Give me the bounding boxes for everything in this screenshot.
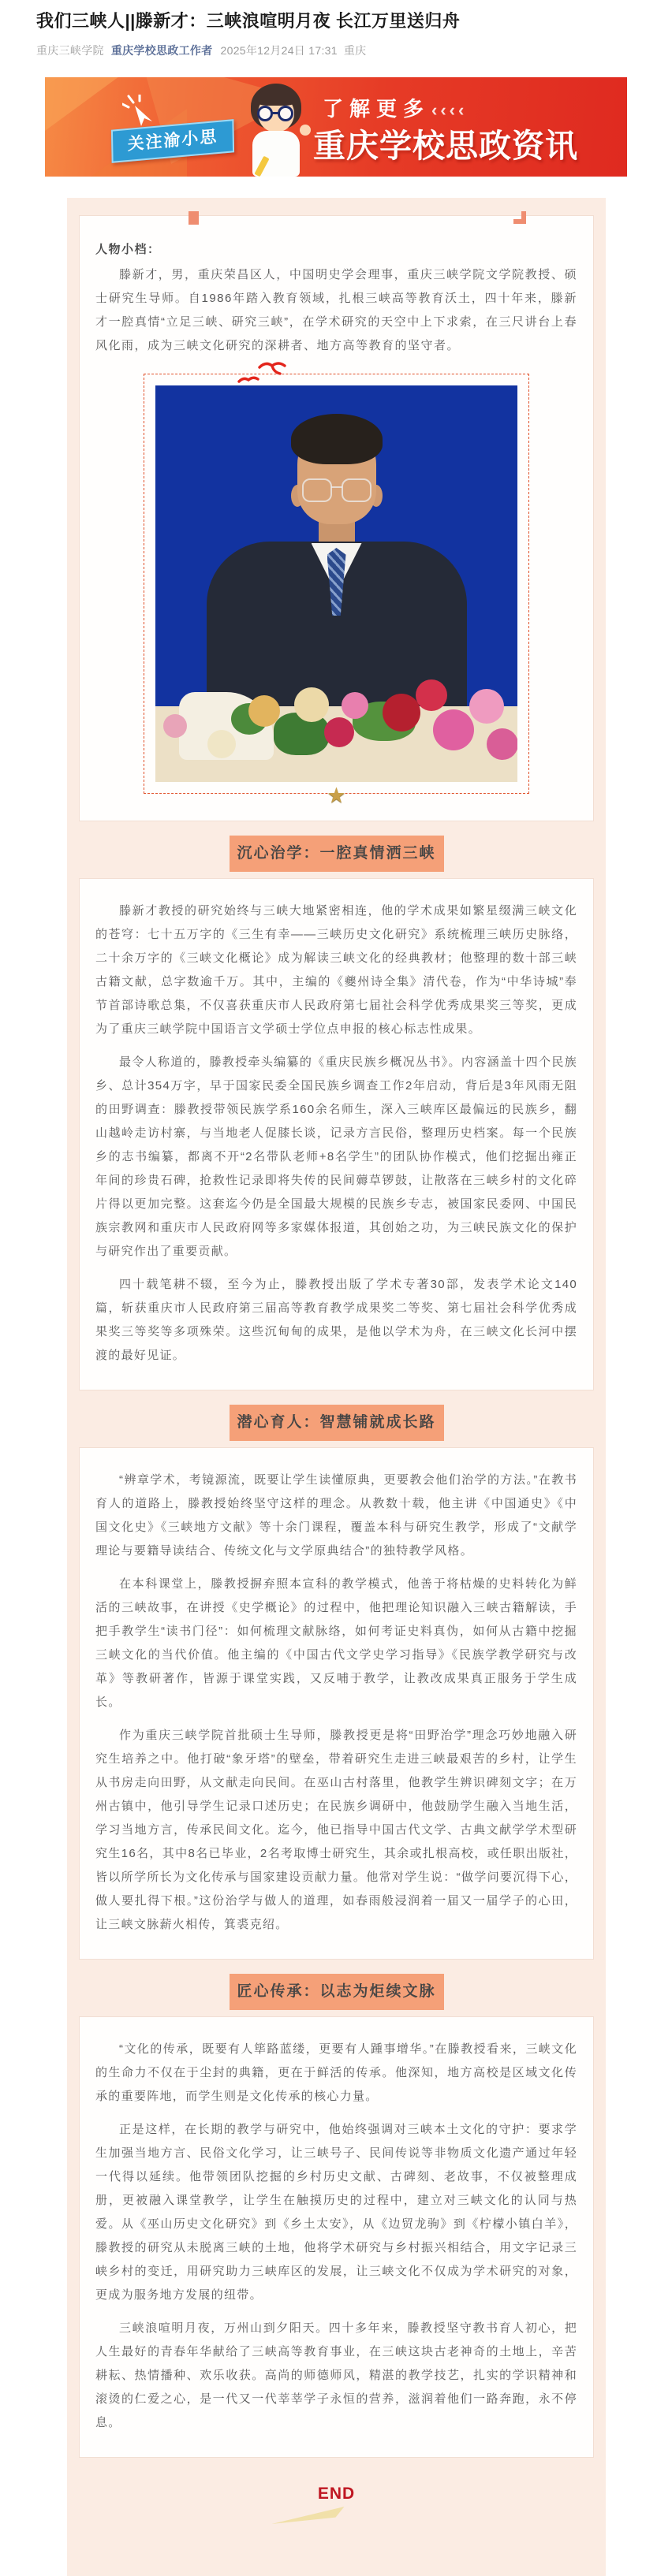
- publish-datetime: 2025年12月24日 17:31: [220, 44, 338, 57]
- mascot-glasses: [257, 106, 273, 121]
- account-name-link[interactable]: 重庆学校思政工作者: [110, 44, 213, 57]
- follow-ribbon[interactable]: 关注渝小思: [111, 119, 234, 163]
- section-header-2: 潜心育人：智慧铺就成长路: [230, 1405, 444, 1441]
- section-1-paragraph: 滕新才教授的研究始终与三峡大地紧密相连，他的学术成果如繁星缀满三峡文化的苍穹：七十五万字的《三生有幸——三峡历史文化研究》系统梳理三峡历史脉络，二十余万字的《三峡文化概论》成为解读三峡文化的经典教材；他整理的数十部三峡古籍文献，总字数逾千万。其中，主编的《夔州诗全集》清代卷，作为“中华诗城”奉节首部诗歌总集，不仅喜获重庆市人民政府第七届社会科学优秀成果奖三等奖，更成为了重庆三峡学院中国语言文学硕士学位点申报的核心标志性成果。: [95, 904, 577, 1036]
- bouquet-flower: [469, 689, 504, 724]
- corner-accent-left: [189, 211, 199, 225]
- mascot-glasses-bridge: [272, 112, 280, 114]
- banner-image[interactable]: [45, 77, 627, 177]
- bouquet-flower: [433, 709, 474, 750]
- portrait-glasses-bridge: [331, 486, 342, 488]
- section-2-paragraph: 作为重庆三峡学院首批硕士生导师，滕教授更是将“田野治学”理念巧妙地融入研究生培养之中。他打破“象牙塔”的壁垒，带着研究生走进三峡最艰苦的乡村，让学生从书房走向田野，从文献走向民间。在巫山古村落里，他教学生辨识碑刻文字；在万州古镇中，他引导学生记录口述历史；在民族乡调研中，他鼓励学生融入当地生活，学习当地方言，传承民间文化。迄今，他已指导中国古代文学、古典文献学学术型研究生16名，其中8名已毕业，2名考取博士研究生，其余或扎根高校，或任职出版社，皆以所学所长为文化传承与国家建设贡献力量。他常对学生说：“做学问要沉得下心，做人要扎得下根。”这份治学与做人的道理，如春雨般浸润着一届又一届学子的心田，让三峡文脉薪火相传，箕裘克绍。: [95, 1729, 577, 1931]
- section-3-paragraph: 三峡浪喧明月夜，万州山到夕阳天。四十多年来，滕教授坚守教书育人初心，把人生最好的青春年华献给了三峡高等教育事业，在三峡这块古老神奇的土地上，辛苦耕耘、热情播种、欢乐收获。高尚的师德师风，精湛的教学技艺，扎实的学识精神和滚烫的仁爱之心，是一代又一代莘莘学子永恒的营养，滋润着他们一路奔跑，永不停息。: [95, 2321, 577, 2429]
- portrait-photo: [155, 385, 517, 782]
- click-cursor-icon: [122, 95, 155, 131]
- bouquet-flower: [416, 679, 447, 711]
- end-label: END: [317, 2485, 356, 2503]
- section-2-paragraph: 在本科课堂上，滕教授摒弃照本宣科的教学模式，他善于将枯燥的史料转化为鲜活的三峡故事，在讲授《史学概论》的过程中，他把理论知识融入三峡古籍解读，手把手教学生“读书门径”：如何梳理文献脉络，如何考证史料真伪，如何从古籍中挖掘三峡文化的当代价值。他主编的《中国古代文学史学习指导》《民族学教学研究与改革》等教研著作，皆源于课堂实践，又反哺于教学，让教改成果真正服务于学生成长。: [95, 1577, 577, 1709]
- section-header-1: 沉心治学：一腔真情洒三峡: [230, 836, 444, 872]
- mascot-avatar: [237, 84, 315, 177]
- profile-card: [79, 215, 594, 821]
- section-body-2: [79, 1447, 594, 1960]
- bouquet-flower: [487, 728, 517, 760]
- corner-accent-right: [513, 211, 526, 224]
- bouquet-flower: [324, 717, 354, 747]
- section-body-3: [79, 2016, 594, 2458]
- profile-text: 滕新才，男，重庆荣昌区人，中国明史学会理事，重庆三峡学院文学院教授、硕士研究生导师。自1986年踏入教育领域，扎根三峡高等教育沃土，四十年来，滕新才一腔真情“立足三峡、研究三峡”，在学术研究的天空中上下求索，在三尺讲台上春风化雨，成为三峡文化研究的深耕者、地方高等教育的坚守者。: [95, 268, 577, 352]
- end-marker: [79, 2485, 594, 2540]
- banner-subtitle: 重庆学校思政资讯: [313, 128, 578, 164]
- section-header-3: 匠心传承：以志为炬续文脉: [230, 1974, 444, 2010]
- portrait-hair: [291, 414, 383, 464]
- bouquet-flower: [248, 695, 280, 727]
- section-1-paragraph: 最令人称道的，滕教授牵头编纂的《重庆民族乡概况丛书》。内容涵盖十四个民族乡、总计354万字，早于国家民委全国民族乡调查工作2年启动，背后是3年风雨无阻的田野调查：滕教授带领民族学系160余名师生，深入三峡库区最偏远的民族乡，翻山越岭走访村寨，与当地老人促膝长谈，记录方言民俗，整理历史档案。每一个民族乡的志书编纂，都离不开“2名带队老师+8名学生”的团队协作模式，他们挖掘出雍正年间的珍贵石碑，抢救性记录即将失传的民间薅草锣鼓，让散落在三峡乡村的文化碎片得以更加完整。这套迄今仍是全国最大规模的民族乡专志，被国家民委网、中国民族宗教网和重庆市人民政府网等多家媒体报道，其创始之功，为三峡民族文化的保护与研究作出了重要贡献。: [95, 1055, 577, 1258]
- section-1-paragraph: 四十载笔耕不辍，至今为止，滕教授出版了学术专著30部，发表学术论文140篇，斩获重庆市人民政府第三届高等教育教学成果奖二等奖、第七届社会科学优秀成果奖三等奖等多项殊荣。这些沉甸甸的成果，是他以学术为舟，在三峡文化长河中摆渡的最好见证。: [95, 1278, 577, 1362]
- banner-more-label: [323, 93, 467, 122]
- section-body-1: [79, 878, 594, 1390]
- source-name-link[interactable]: 重庆三峡学院: [36, 44, 104, 57]
- bouquet-flower: [342, 692, 368, 719]
- page-title: 我们三峡人||滕新才：三峡浪喧明月夜 长江万里送归舟: [36, 11, 461, 31]
- end-swoosh: [272, 2507, 345, 2524]
- portrait-glasses: [302, 478, 332, 502]
- more-marks: ‹‹‹‹: [431, 100, 468, 120]
- photo-frame: [144, 374, 529, 794]
- section-2-paragraph: “辨章学术，考镜源流，既要让学生读懂原典，更要教会他们治学的方法。”在教书育人的道路上，滕教授始终坚守这样的理念。从教数十载，他主讲《中国通史》《中国文化史》《三峡地方文献》等十余门课程，覆盖本科与研究生教学，形成了“文献学理论与要籍导读结合、传统文化与文学原典结合”的独特教学风格。: [95, 1473, 577, 1558]
- section-3-paragraph: 正是这样，在长期的教学与研究中，他始终强调对三峡本土文化的守护：要求学生加强当地方言、民俗文化学习，让三峡号子、民间传说等非物质文化遗产通过年轻一代得以延续。他带领团队挖掘的乡村历史文献、古碑刻、老故事，不仅被整理成册，更被融入课堂教学，让学生在触摸历史的过程中，建立对三峡文化的认同与热爱。从《巫山历史文化研究》到《乡土太安》，从《边贸龙驹》到《柠檬小镇白羊》，滕教授的研究从未脱离三峡的土地，他将学术研究与乡村振兴相结合，用文字记录三峡乡村的变迁，用研究助力三峡库区的发展，让三峡文化不仅成为学术研究的对象，更成为服务地方发展的纽带。: [95, 2123, 577, 2302]
- article-meta: [36, 43, 636, 58]
- more-text: 了解更多: [323, 97, 431, 121]
- star-decoration-icon: [327, 785, 345, 806]
- publish-location: 重庆: [343, 44, 367, 57]
- bouquet-flower: [294, 687, 329, 722]
- bouquet-flower: [163, 714, 187, 738]
- section-3-paragraph: “文化的传承，既要有人筚路蓝缕，更要有人踵事增华。”在滕教授看来，三峡文化的生命力不仅在于尘封的典籍，更在于鲜活的传承。他深知，地方高校是区域文化传承的重要阵地，而学生则是文化传承的核心力量。: [95, 2042, 577, 2103]
- bouquet-flower: [207, 730, 236, 758]
- content-container: [67, 198, 606, 2576]
- bird-decoration-icon: [236, 361, 293, 388]
- mascot-glasses: [278, 106, 293, 121]
- mascot-hand: [300, 125, 311, 136]
- bouquet-flower: [383, 694, 420, 731]
- profile-label: 人物小档：: [95, 243, 161, 256]
- portrait-glasses: [342, 478, 371, 502]
- mascot-fringe: [256, 90, 297, 106]
